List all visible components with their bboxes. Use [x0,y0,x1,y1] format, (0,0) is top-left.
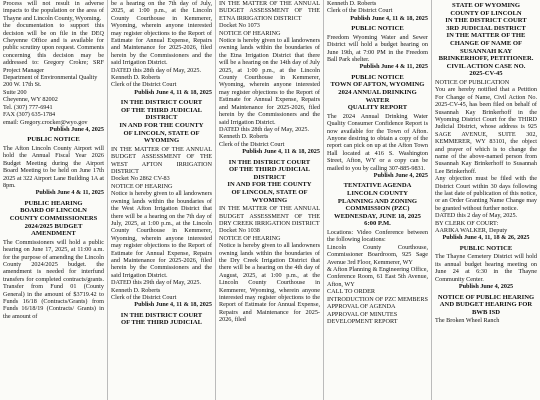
notice-body: IN THE MATTER OF THE ANNUAL BUDGET ASSESSMENT OF THE WEST AFTON IRRIGATION DISTRICT Docket No 2862 CV-83 NOTICE OF HEARING Notice is hereby given to all landowners owning lands within the boundaries of the West Afton Irrigation District that there will be a hearing on the 7th day of July, 2025, at 1:00 p.m., at the Lincoln County Courthouse in Kemmerer, Wyoming, wherein anyone interested may register objections to the Report of Estimate for Annual Expense, Repairs and Maintenance for 2025-2026, filed herein by the Commissioners and the said Irrigation District. DATED this 29th day of May, 2025. Kenneth D. Roberts Clerk of the District Court [111,145,212,301]
notice-body: Process will not result in adverse impacts to the population or the area of Thayne and Lincoln County, Wyoming. the documentation to support this decision will be on file in the DEQ Cheyenne Office and is available for public scrutiny upon request. Comments concerning this decision may be addressed to: Gregory Crokre; SRF Project Manager Department of Environmental Quality 200 W. 17th St. Suite 200 Cheyenne, WY 82002 Tel. (307) 777-6941 FAX (307) 635-1784 email: Gregory.crocker@wyo.gov [3,0,104,126]
legal-notice [3,0,104,133]
legal-notice [3,136,104,196]
notice-heading: TENTATIVE AGENDA LINCOLN COUNTY PLANNING AND ZONING COMMISSION (PZC) WEDNESDAY, JUNE 18, 2025 6:00 P.M. [334,182,421,228]
legal-notice [327,0,428,22]
notice-heading: STATE OF WYOMING COUNTY OF LINCOLN IN THE DISTRICT COURT 3RD JUDICIAL DISTRICT IN THE MATTER OF THE CHANGE OF NAME OF SUSANNAH KAY BRINKERHOFF, PETITIONER. CIVIL ACTION CASE NO. 2025-CV-45 [438,2,534,78]
notice-heading: IN THE DISTRICT COURT OF THE THIRD JUDICIAL DISTRICT IN AND FOR THE COUNTY OF LINCOLN, STATE OF WYOMING [227,158,312,204]
publish-dates: Publish June 4, 2025 [49,125,104,133]
notice-body: Freedom Wyoming Water and Sewer District will hold a budget hearing on June 19th, at 7:00 PM in the Freedom Ball Park shelter. [327,33,428,64]
column-2 [108,0,216,400]
legal-notice [219,159,320,324]
legal-notice [327,182,428,325]
notice-body: NOTICE OF PUBLICATION You are hereby notified that a Petition For Change of Name, Civil Action No. 2025-CV-45, has been filed on behalf of Susannah Kay Brinkerhoff in the Wyoming District Court for the THIRD Judicial District, whose address is 925 SAGE AVENUE, SUITE 302, KEMMERER, WY 83101, the object and prayer of which is to change the name of the above-named person from Susannah Kay Brinkerhoff to Susannah Lee Brinkerhoff. Any objection must be filed with the District Court within 30 days following the last date of publication of this notice, or an Order Granting Name Change may be granted without further notice. DATED this 2 day of May, 2025. BY CLERK OF COURT: AARIKA WALKER, Deputy [435,78,537,235]
legal-notice [327,25,428,71]
legal-notice [3,200,104,320]
publish-dates: Publish June 4, 2025 [458,283,514,291]
notice-heading: NOTICE OF PUBLIC HEARING AND BUDGET HEARING FOR BWB ISD [437,293,535,316]
publish-dates: Publish June 4 & 11, 2025 [35,189,104,197]
publish-dates: Publish June 4, 11 & 18, 2025 [134,88,212,96]
publish-dates: Publish June 4, 11 & 18, 2025 [134,301,212,309]
notice-body: IN THE MATTER OF THE ANNUAL BUDGET ASSESSMENT OF THE DRY CREEK IRRIGATION DISTRICT Docket No 1038 NOTICE OF HEARING Notice is hereby given to all landowners owning lands within the boundaries of the Dry Creek Irrigation District that there will be a hearing on the 4th day of August, 2025, at 1:00 p.m., at the Lincoln County Courthouse in Kemmerer, Wyoming, wherein anyone interested may register objections to the Report of Estimate for Annual Expense, Repairs and Maintenance for 2025-2026, filed [219,205,320,324]
notice-body: Kenneth D. Roberts Clerk of the District Court [327,0,393,15]
notice-body: be a hearing on the 7th day of July, 2025, at 1:00 p.m., at the Lincoln County Courthouse in Kemmerer, Wyoming, wherein anyone interested may register objections to the Report of Estimate for Annual Expense, Repairs and Maintenance for 2025-2026, filed herein by the Commissioners and the said Irrigation District. DATED this 28th day of May, 2025. Kenneth D. Roberts Clerk of the District Court [111,0,212,89]
notice-body: The Afton Lincoln County Airport will hold the Annual Fiscal Year 2026 Budget Meeting during the Airport Board Meeting to be held on June 17th 2025 at 322 Airport Lane Building 1A at 8pm. [3,144,104,189]
notice-heading: PUBLIC NOTICE [351,25,404,33]
legal-notice [327,74,428,180]
notice-body: Locations: Video Conference between the following locations: Lincoln County Courthouse, Commissioner Boardroom, 925 Sage Avenue 3rd Floor, Kemmerer, WY & Afton Planning & Engineering Office, Conference Room, 61 East 5th Avenue, Afton, WY CALL TO ORDER INTRODUCTION OF PZC MEMBERS APPROVAL OF AGENDA APPROVAL OF MINUTES DEVELOPMENT REPORT [327,229,428,325]
notice-body: The Broken Wheel Ranch [435,317,500,325]
legal-notice [435,294,537,325]
legal-notice [111,0,212,96]
notice-body: The Thayne Cemetery District will hold its annual budget hearing meeting on June 24 at 6:30 in the Thayne Community Center. [435,253,537,283]
column-3 [216,0,324,400]
legal-notice [435,245,537,291]
publish-dates: Publish June 4, 11, 18 & 26, 2025 [442,234,530,242]
legal-notice [219,0,320,156]
publish-dates: Publish June 4, 11 & 18, 2025 [350,14,428,22]
notice-heading: PUBLIC NOTICE [27,136,80,144]
publish-dates: Publish June 4, 2025 [373,172,428,180]
notice-body: The 2024 Annual Drinking Water Quality Consumer Confidence Report is now available for the Town of Afton. Anyone desiring to obtain a copy of the report can pick on up at the Afton Town Hall located at 416 S. Washington Street, Afton, WY or a copy can be mailed to you by calling 307-885-9831. [327,112,428,172]
column-1 [0,0,108,400]
column-4 [324,0,432,400]
legal-notice [435,2,537,242]
publish-dates: Publish June 4 & 11, 2025 [359,63,428,71]
column-5 [432,0,540,400]
notice-heading: IN THE DISTRICT COURT OF THE THIRD JUDICIAL [120,311,203,327]
publish-dates: Publish June 4, 11 & 18, 2025 [242,148,320,156]
notice-body: IN THE MATTER OF THE ANNUAL BUDGET ASSESSMENT OF THE ETNA IRRIGATION DISTRICT Docket No 1073 NOTICE OF HEARING Notice is hereby given to all landowners owning lands within the boundaries of the Etna Irrigation District that there will be a hearing on the 14th day of July 2025, at 1:00 p.m., at the Lincoln County Courthouse in Kemmerer, Wyoming, wherein anyone interested may register objections to the Report of Estimate for Annual Expense, Repairs and Maintenance for 2025-2026, filed herein by the Commissioners and the said Irrigation District. DATED this 28th day of May, 2025. Kenneth D. Roberts Clerk of the District Court [219,0,320,148]
notice-heading: PUBLIC NOTICE [459,244,513,252]
notice-heading: PUBLIC NOTICE TOWN OF AFTON, WYOMING 2024 ANNUAL DRINKING WATER QUALITY REPORT [330,73,425,112]
notice-body: The Commissioners will hold a public hearing on June 17, 2025, at 11:00 a.m. for the purpose of amending the Lincoln County 2024/2025 budget. the amendment is needed for interfund transfers for completed contracts/grants. Transfer from Fund 01 (County General) in the amount of $3719.42 to Funds 16/18 (Contracts/Grants) from Funds 16/18/19 (Contracts/ Grants) in the amount of [3,238,104,320]
legal-notice [111,99,212,309]
legal-notice [111,312,212,327]
notice-heading: PUBLIC HEARING BOARD OF LINCOLN COUNTY COMMISSIONERS 2024/2025 BUDGET AMENDMENT [9,199,98,238]
notice-heading: IN THE DISTRICT COURT OF THE THIRD JUDICIAL DISTRICT IN AND FOR THE COUNTY OF LINCOLN, STATE OF WYOMING [119,99,204,145]
